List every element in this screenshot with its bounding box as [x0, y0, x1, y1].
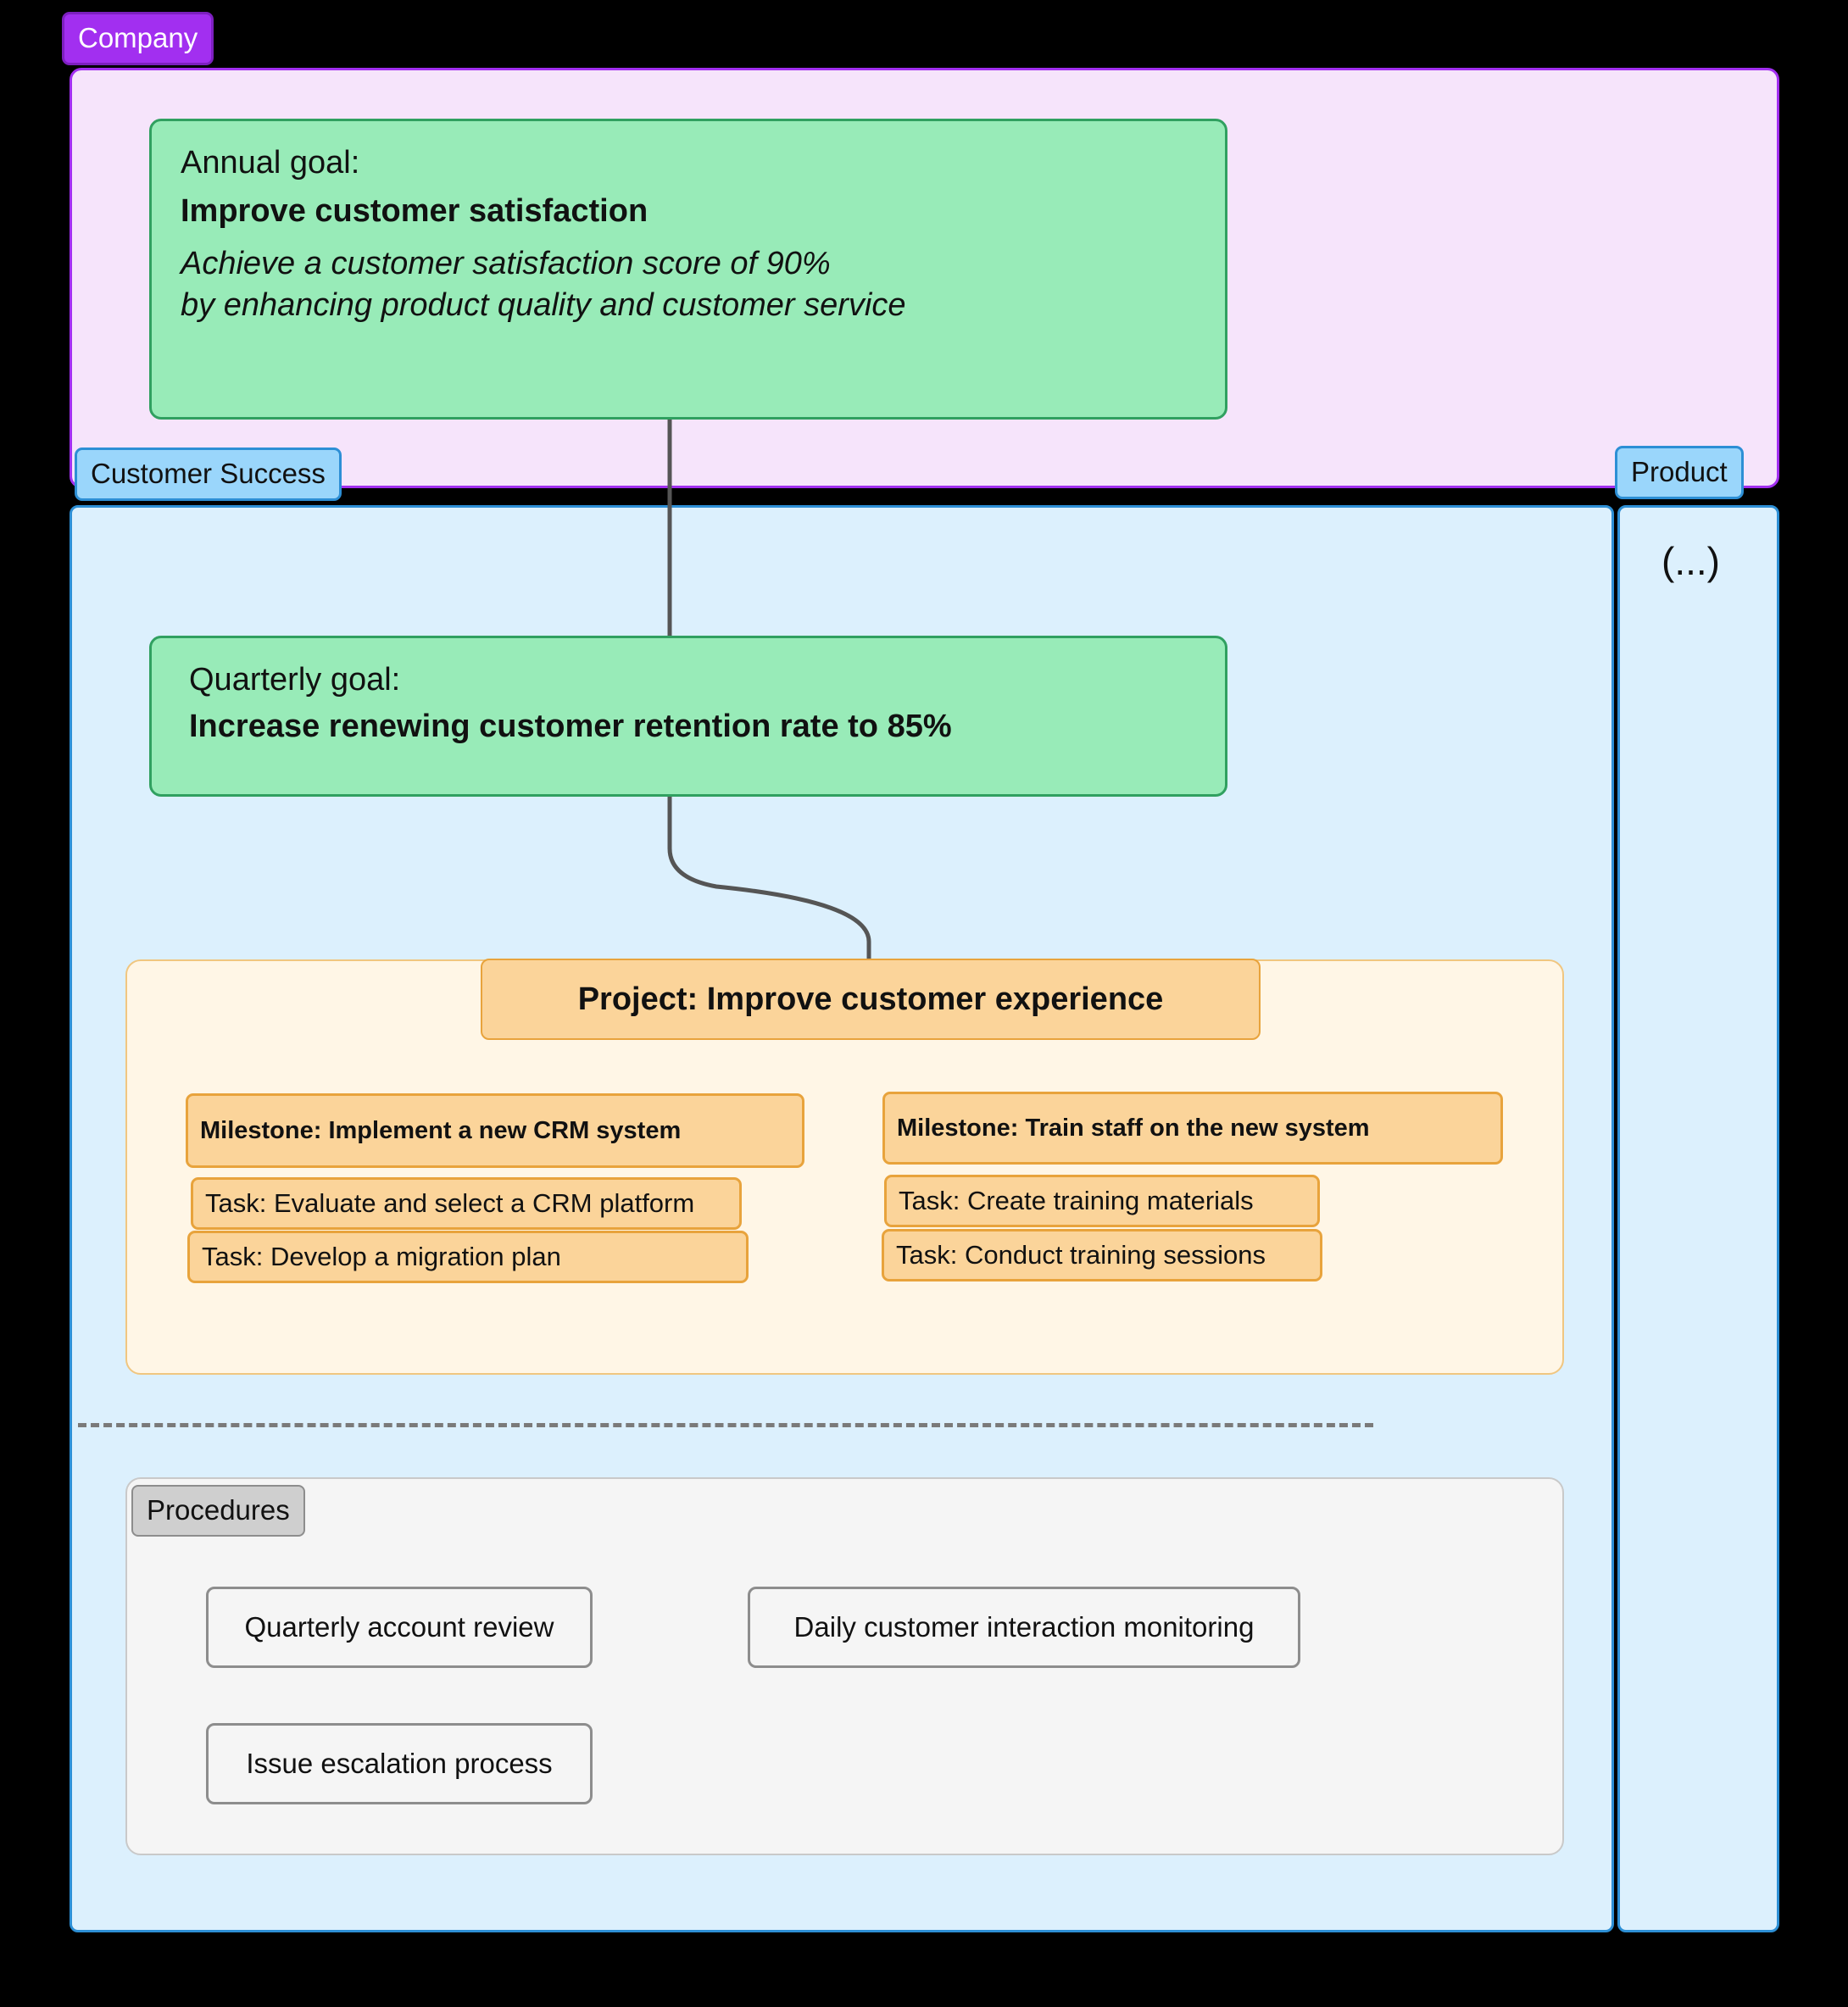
tag-procedures: Procedures	[131, 1485, 305, 1537]
tag-customer-success: Customer Success	[75, 448, 342, 501]
quarterly-goal-label: Quarterly goal:	[189, 662, 401, 698]
procedure-card: Quarterly account review	[206, 1587, 593, 1668]
milestone-card: Milestone: Train staff on the new system	[882, 1092, 1503, 1165]
annual-goal-description-line-2: by enhancing product quality and customer service	[181, 286, 906, 323]
task-card: Task: Evaluate and select a CRM platform	[191, 1177, 742, 1230]
tag-product: Product	[1615, 446, 1744, 499]
annual-goal-description-line-1: Achieve a customer satisfaction score of 90%	[181, 246, 831, 281]
tag-company: Company	[62, 12, 214, 65]
annual-goal-title: Improve customer satisfaction	[181, 193, 648, 229]
annual-goal-label: Annual goal:	[181, 145, 360, 181]
project-title: Project: Improve customer experience	[481, 959, 1261, 1040]
procedure-card: Issue escalation process	[206, 1723, 593, 1804]
task-card: Task: Develop a migration plan	[187, 1231, 749, 1283]
procedure-card: Daily customer interaction monitoring	[748, 1587, 1300, 1668]
task-card: Task: Conduct training sessions	[882, 1229, 1322, 1281]
task-card: Task: Create training materials	[884, 1175, 1320, 1227]
quarterly-goal-title: Increase renewing customer retention rate to 85%	[189, 709, 952, 744]
section-divider	[78, 1423, 1373, 1427]
milestone-card: Milestone: Implement a new CRM system	[186, 1093, 804, 1168]
team-container-product	[1617, 505, 1779, 1932]
annual-goal-card	[149, 119, 1227, 420]
product-ellipsis: (...)	[1662, 539, 1720, 583]
quarterly-goal-card	[149, 636, 1227, 797]
